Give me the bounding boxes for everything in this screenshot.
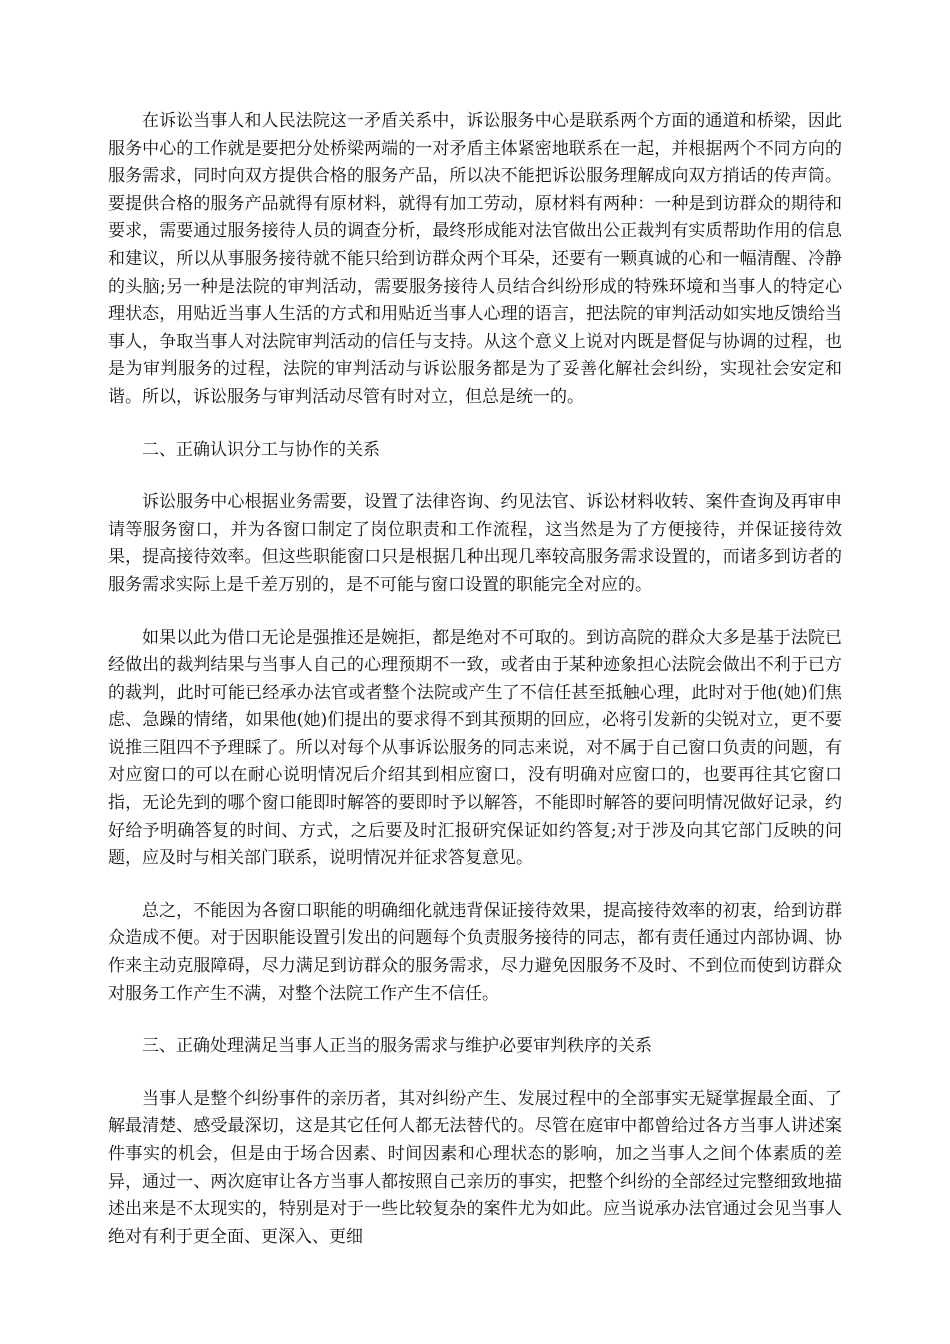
paragraph-no-excuses: 如果以此为借口无论是强推还是婉拒，都是绝对不可取的。到访高院的群众大多是基于法院已经做出的裁判结果与当事人自己的心理预期不一致，或者由于某种迹象担心法院会做出不利于已方的裁判，此时可能已经承办法官或者整个法院或产生了不信任甚至抵触心理，此时对于他(她)们焦虑、急躁的情绪，如果他(她)们提出的要求得不到其预期的回应，必将引发新的尖锐对立，更不要说推三阻四不予理睬了。所以对每个从事诉讼服务的同志来说，对不属于自己窗口负责的问题，有对应窗口的可以在耐心说明情况后介绍其到相应窗口，没有明确对应窗口的，也要再往其它窗口指，无论先到的哪个窗口能即时解答的要即时予以解答，不能即时解答的要问明情况做好记录，约好给予明确答复的时间、方式，之后要及时汇报研究保证如约答复;对于涉及向其它部门反映的问题，应及时与相关部门联系，说明情况并征求答复意见。 [108, 627, 842, 869]
document-page [108, 108, 842, 1276]
section-heading-service-vs-order: 三、正确处理满足当事人正当的服务需求与维护必要审判秩序的关系 [142, 1036, 652, 1057]
paragraph-service-windows: 诉讼服务中心根据业务需要，设置了法律咨询、约见法官、诉讼材料收转、案件查询及再审申请等服务窗口，并为各窗口制定了岗位职责和工作流程，这当然是为了方便接待，并保证接待效果，提高接待效率。但这些职能窗口只是根据几种出现几率较高服务需求设置的，而诸多到访者的服务需求实际上是千差万别的，是不可能与窗口设置的职能完全对应的。 [108, 492, 842, 595]
section-heading-division-cooperation: 二、正确认识分工与协作的关系 [142, 439, 380, 460]
paragraph-litigation-service-bridge: 在诉讼当事人和人民法院这一矛盾关系中，诉讼服务中心是联系两个方面的通道和桥梁，因此服务中心的工作就是要把分处桥梁两端的一对矛盾主体紧密地联系在一起，并根据两个不同方向的服务需求，同时向双方提供合格的服务产品，所以决不能把诉讼服务理解成向双方捎话的传声筒。要提供合格的服务产品就得有原材料，就得有加工劳动，原材料有两种：一种是到访群众的期待和要求，需要通过服务接待人员的调查分析，最终形成能对法官做出公正裁判有实质帮助作用的信息和建议，所以从事服务接待就不能只给到访群众两个耳朵，还要有一颗真诚的心和一幅清醒、冷静的头脑;另一种是法院的审判活动，需要服务接待人员结合纠纷形成的特殊环境和当事人的特定心理状态，用贴近当事人生活的方式和用贴近当事人心理的语言，把法院的审判活动如实地反馈给当事人，争取当事人对法院审判活动的信任与支持。从这个意义上说对内既是督促与协调的过程，也是为审判服务的过程，法院的审判活动与诉讼服务都是为了妥善化解社会纠纷，实现社会安定和谐。所以，诉讼服务与审判活动尽管有时对立，但总是统一的。 [108, 111, 842, 407]
paragraph-summary: 总之，不能因为各窗口职能的明确细化就违背保证接待效果，提高接待效率的初衷，给到访群众造成不便。对于因职能设置引发出的问题每个负责服务接待的同志，都有责任通过内部协调、协作来主动克服障碍，尽力满足到访群众的服务需求，尽力避免因服务不及时、不到位而使到访群众对服务工作产生不满，对整个法院工作产生不信任。 [108, 900, 842, 1004]
paragraph-parties-experience: 当事人是整个纠纷事件的亲历者，其对纠纷产生、发展过程中的全部事实无疑掌握最全面、了解最清楚、感受最深切，这是其它任何人都无法替代的。尽管在庭审中都曾给过各方当事人讲述案件事实的机会，但是由于场合因素、时间因素和心理状态的影响，加之当事人之间个体素质的差异，通过一、两次庭审让各方当事人都按照自己亲历的事实，把整个纠纷的全部经过完整细致地描述出来是不太现实的，特别是对于一些比较复杂的案件尤为如此。应当说承办法官通过会见当事人绝对有利于更全面、更深入、更细 [108, 1088, 842, 1247]
